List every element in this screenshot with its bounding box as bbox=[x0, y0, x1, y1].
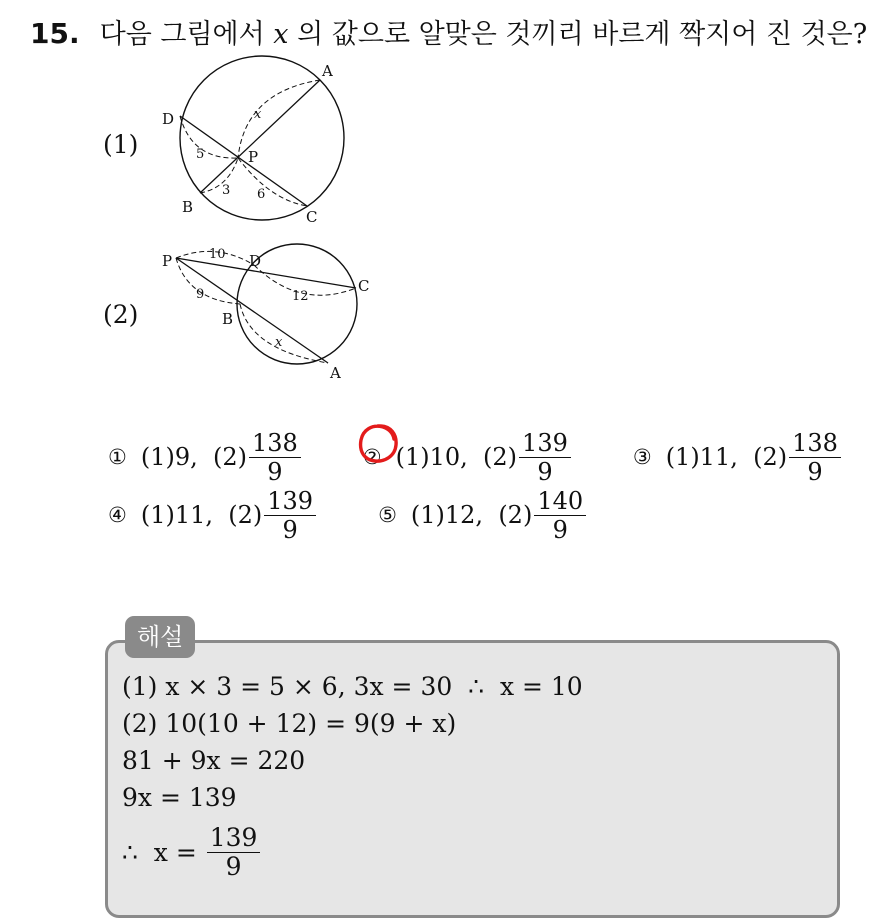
fig2-label-p: P bbox=[162, 252, 173, 270]
choice-1-text: (1)9, (2) bbox=[140, 443, 247, 471]
solution-line-2: (2) 10(10 + 12) = 9(9 + x) bbox=[122, 709, 457, 738]
solution-line-3: 81 + 9x = 220 bbox=[122, 746, 306, 775]
choice-1-numerator: 138 bbox=[249, 429, 301, 458]
fig2-length-12: 12 bbox=[292, 289, 309, 304]
fig2-secant-pc bbox=[176, 258, 356, 288]
fig1-label-d: D bbox=[162, 110, 175, 128]
solution-final-denominator: 9 bbox=[225, 851, 242, 881]
choice-5-denominator: 9 bbox=[552, 515, 568, 544]
choice-3-numerator: 138 bbox=[789, 429, 841, 458]
fig2-length-10: 10 bbox=[209, 247, 226, 262]
choice-5[interactable] bbox=[378, 487, 586, 544]
solution-final-fraction bbox=[207, 824, 261, 881]
choice-4-numerator: 139 bbox=[264, 487, 316, 516]
choice-2-fraction bbox=[519, 429, 571, 486]
choice-5-fraction bbox=[534, 487, 586, 544]
part-2-label: (2) bbox=[103, 300, 139, 329]
question-text-before: 다음 그림에서 bbox=[99, 19, 265, 50]
choice-2-denominator: 9 bbox=[537, 457, 553, 486]
fig1-label-a: A bbox=[322, 62, 333, 80]
fig1-length-x: x bbox=[254, 107, 262, 122]
choice-4[interactable] bbox=[108, 487, 316, 544]
question-text bbox=[100, 12, 868, 51]
choice-2-number: ② bbox=[362, 445, 382, 469]
fig2-length-x: x bbox=[275, 335, 283, 350]
question-text-after: 의 값으로 알맞은 것끼리 바르게 짝지어 진 것은? bbox=[297, 19, 868, 50]
choice-3-text: (1)11, (2) bbox=[665, 443, 788, 471]
fig1-length-6: 6 bbox=[257, 187, 266, 202]
choice-4-denominator: 9 bbox=[282, 515, 298, 544]
fig2-label-b: B bbox=[222, 310, 234, 328]
choice-5-text: (1)12, (2) bbox=[410, 501, 533, 529]
question-variable: x bbox=[273, 19, 289, 50]
fig1-chord-ad bbox=[200, 80, 320, 193]
choice-1-denominator: 9 bbox=[267, 457, 283, 486]
solution-line-5 bbox=[122, 820, 583, 884]
choice-5-number: ⑤ bbox=[378, 503, 397, 527]
part-1-label: (1) bbox=[103, 130, 139, 159]
choice-1[interactable] bbox=[108, 429, 301, 486]
fig2-secant-pa bbox=[176, 258, 328, 363]
choice-2[interactable] bbox=[363, 429, 571, 486]
fig1-length-3: 3 bbox=[222, 183, 231, 198]
solution-lines bbox=[122, 668, 583, 884]
fig1-label-b: B bbox=[182, 198, 194, 216]
choice-3-denominator: 9 bbox=[807, 457, 823, 486]
figure-1-intersecting-chords bbox=[150, 52, 370, 230]
choice-1-number: ① bbox=[108, 445, 127, 469]
fig1-label-p: P bbox=[248, 148, 259, 166]
choice-4-text: (1)11, (2) bbox=[140, 501, 263, 529]
solution-line-1: (1) x × 3 = 5 × 6, 3x = 30 ∴ x = 10 bbox=[122, 672, 583, 701]
solution-line-4: 9x = 139 bbox=[122, 783, 237, 812]
fig2-label-a: A bbox=[330, 364, 341, 382]
question-number: 15. bbox=[30, 17, 80, 50]
question-header bbox=[30, 12, 867, 51]
choice-2-numerator: 139 bbox=[519, 429, 571, 458]
solution-final-numerator: 139 bbox=[207, 824, 261, 853]
choice-3[interactable] bbox=[633, 429, 841, 486]
choice-3-fraction bbox=[789, 429, 841, 486]
choice-3-number: ③ bbox=[632, 445, 652, 469]
solution-final-prefix: ∴ x = bbox=[122, 837, 205, 867]
solution-tag: 해설 bbox=[125, 616, 195, 658]
choice-5-numerator: 140 bbox=[534, 487, 586, 516]
choice-2-text: (1)10, (2) bbox=[395, 443, 518, 471]
fig2-label-c: C bbox=[358, 277, 370, 295]
choice-1-fraction bbox=[249, 429, 301, 486]
fig2-length-9: 9 bbox=[196, 287, 205, 302]
answer-choices bbox=[108, 428, 884, 544]
fig1-length-5: 5 bbox=[196, 147, 205, 162]
choice-row-2 bbox=[108, 486, 884, 544]
fig1-label-c: C bbox=[306, 208, 318, 226]
fig2-label-d: D bbox=[249, 252, 262, 270]
choice-4-number: ④ bbox=[108, 503, 127, 527]
figure-2-secants bbox=[150, 238, 390, 388]
choice-4-fraction bbox=[264, 487, 316, 544]
choice-row-1 bbox=[108, 428, 884, 486]
